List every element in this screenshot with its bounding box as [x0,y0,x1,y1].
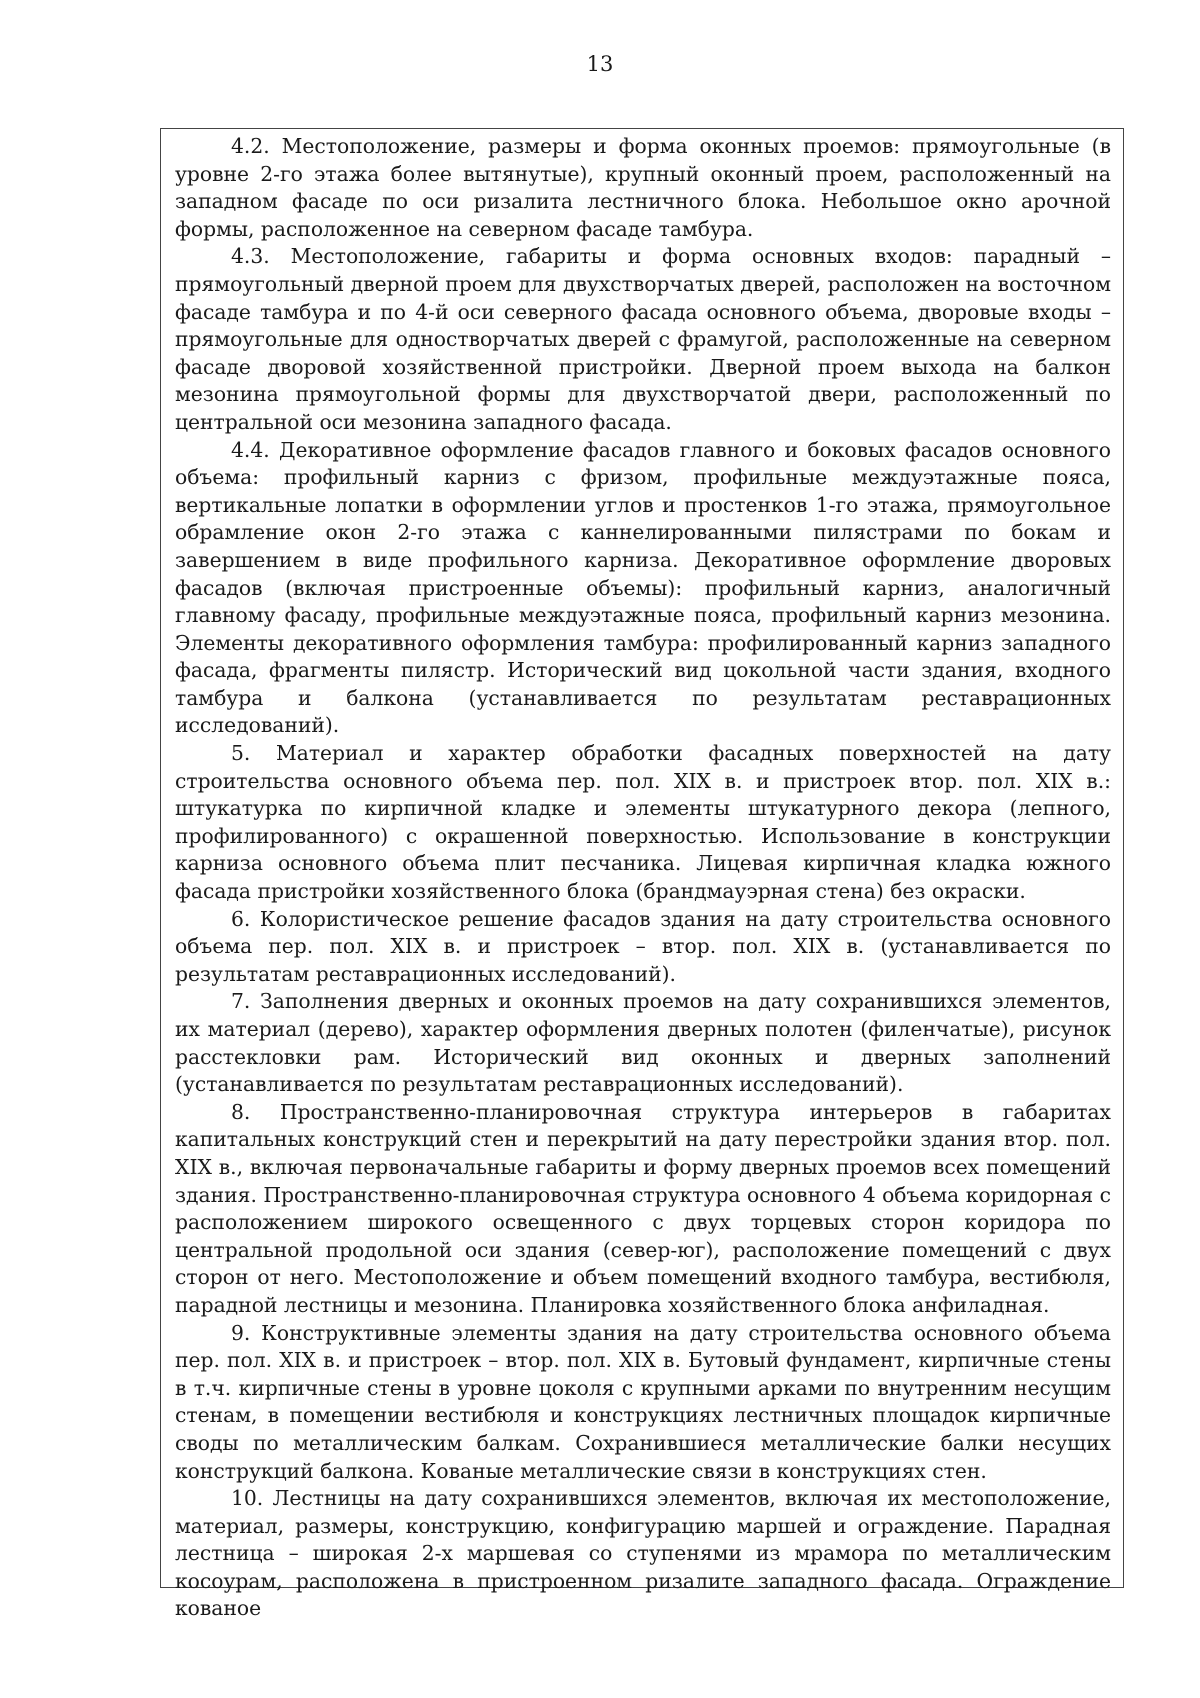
paragraph-9: 9. Конструктивные элементы здания на дату строительства основного объема пер. пол. XIX в. и пристроек – втор. пол. XIX в. Бутовый фундамент, кирпичные стены в т.ч. кирпичные стены в уровне цоколя с крупными арками по внутренним несущим стенам, в помещении вестибюля и конструкциях лестничных площадок кирпичные своды по металлическим балкам. Сохранившиеся металлические балки несущих конструкций балкона. Кованые металлические связи в конструкциях стен. [175,1320,1111,1483]
paragraph-8: 8. Пространственно-планировочная структура интерьеров в габаритах капитальных конструкций стен и перекрытий на дату перестройки здания втор. пол. XIX в., включая первоначальные габариты и форму дверных проемов всех помещений здания. Пространственно-планировочная структура основного 4 объема коридорная с расположением широкого освещенного с двух торцевых сторон коридора по центральной продольной оси здания (север-юг), расположение помещений с двух сторон от него. Местоположение и объем помещений входного тамбура, вестибюля, парадной лестницы и мезонина. Планировка хозяйственного блока анфиладная. [175,1099,1111,1317]
paragraph-4-2: 4.2. Местоположение, размеры и форма оконных проемов: прямоугольные (в уровне 2-го этажа более вытянутые), крупный оконный проем, расположенный на западном фасаде по оси ризалита лестничного блока. Небольшое окно арочной формы, расположенное на северном фасаде тамбура. [175,134,1111,241]
paragraph-5: 5. Материал и характер обработки фасадных поверхностей на дату строительства основного объема пер. пол. XIX в. и пристроек втор. пол. XIX в.: штукатурка по кирпичной кладке и элементы штукатурного декора (лепного, профилированного) с окрашенной поверхностью. Использование в конструкции карниза основного объема плит песчаника. Лицевая кирпичная кладка южного фасада пристройки хозяйственного блока (брандмауэрная стена) без окраски. [175,741,1111,904]
paragraph-4-4: 4.4. Декоративное оформление фасадов главного и боковых фасадов основного объема: профильный карниз с фризом, профильные междуэтажные пояса, вертикальные лопатки в оформлении углов и простенков 1-го этажа, прямоугольное обрамление окон 2-го этажа с каннелированными пилястрами по бокам и завершением в виде профильного карниза. Декоративное оформление дворовых фасадов (включая пристроенные объемы): профильный карниз, аналогичный главному фасаду, профильные междуэтажные пояса, профильный карниз мезонина. Элементы декоративного оформления тамбура: профилированный карниз западного фасада, фрагменты пилястр. Исторический вид цокольной части здания, входного тамбура и балкона (устанавливается по результатам реставрационных исследований). [175,437,1111,738]
content-frame [160,128,1124,1621]
paragraph-7: 7. Заполнения дверных и оконных проемов на дату сохранившихся элементов, их материал (дерево), характер оформления дверных полотен (филенчатые), рисунок расстекловки рам. Исторический вид оконных и дверных заполнений (устанавливается по результатам реставрационных исследований). [175,989,1111,1097]
page-number: 13 [586,52,614,76]
paragraph-6: 6. Колористическое решение фасадов здания на дату строительства основного объема пер. пол. XIX в. и пристроек – втор. пол. XIX в. (устанавливается по результатам реставрационных исследований). [175,906,1111,986]
paragraph-4-3: 4.3. Местоположение, габариты и форма основных входов: парадный – прямоугольный дверной проем для двухстворчатых дверей, расположен на восточном фасаде тамбура и по 4-й оси северного фасада основного объема, дворовые входы – прямоугольные для одностворчатых дверей с фрамугой, расположенные на северном фасаде дворовой хозяйственной пристройки. Дверной проем выхода на балкон мезонина прямоугольной формы для двухстворчатой двери, расположенный по центральной оси мезонина западного фасада. [175,244,1111,434]
paragraph-10: 10. Лестницы на дату сохранившихся элементов, включая их местоположение, материал, размеры, конструкцию, конфигурацию маршей и ограждение. Парадная лестница – широкая 2-х маршевая со ступенями из мрамора по металлическим косоурам, расположена в пристроенном ризалите западного фасада. Ограждение кованое [175,1486,1111,1621]
